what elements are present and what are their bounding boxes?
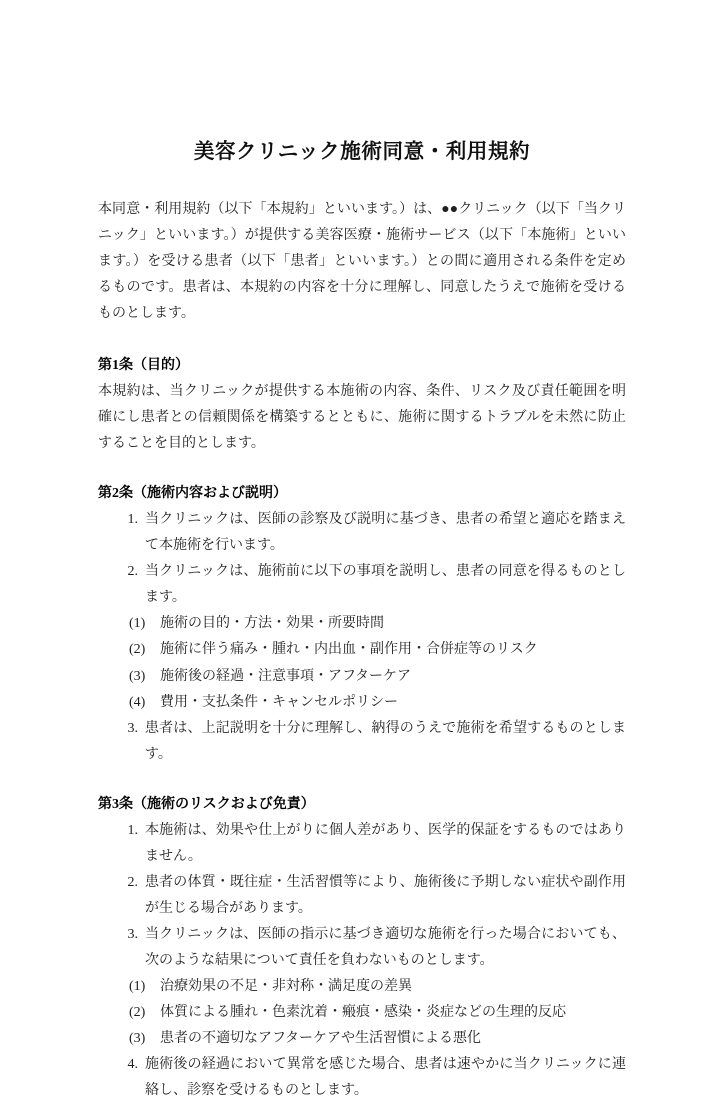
numbered-list [98,507,626,767]
sub-list [129,611,626,715]
sub-list-item-text: 施術後の経過・注意事項・アフターケア [160,668,412,684]
list-item-marker: 1. [127,512,138,528]
list-item [98,716,626,768]
numbered-list [98,818,626,1104]
article-heading: 第3条（施術のリスクおよび免責） [98,796,315,812]
sub-list-item-marker: (1) [129,616,146,632]
article-heading: 第1条（目的） [98,357,189,373]
sub-list-item [129,974,626,1000]
list-item-marker: 4. [127,1057,138,1073]
list-item-text: 当クリニックは、医師の診察及び説明に基づき、患者の希望と適応を踏まえて本施術を行います。 [145,512,626,554]
list-item-marker: 3. [127,720,138,736]
article-body: 本規約は、当クリニックが提供する本施術の内容、条件、リスク及び責任範囲を明確にし患者との信頼関係を構築するとともに、施術に関するトラブルを未然に防止することを目的とします。 [98,384,626,452]
list-item-marker: 2. [127,564,138,580]
sub-list-item [129,611,626,637]
sub-list [129,974,626,1052]
list-item [98,507,626,559]
article-heading: 第2条（施術内容および説明） [98,486,287,502]
sub-list-item-text: 施術の目的・方法・効果・所要時間 [160,616,384,632]
sub-list-item-marker: (1) [129,979,146,994]
sub-list-item-marker: (3) [129,668,146,684]
sub-list-item-marker: (2) [129,1005,146,1021]
list-item [98,559,626,715]
list-item-text: 患者の体質・既往症・生活習慣等により、施術後に予期しない症状や副作用が生じる場合があります。 [145,874,626,916]
article-section [98,481,626,768]
sub-list-item-text: 治療効果の不足・非対称・満足度の差異 [160,979,412,994]
list-item-text: 本施術は、効果や仕上がりに個人差があり、医学的保証をするものではありません。 [145,822,626,864]
list-item-text: 当クリニックは、施術前に以下の事項を説明し、患者の同意を得るものとします。 [145,564,626,606]
sub-list-item-marker: (4) [129,694,146,710]
list-item-marker: 3. [127,926,138,942]
list-item-text: 当クリニックは、医師の指示に基づき適切な施術を行った場合においても、次のような結果について責任を負わないものとします。 [145,926,626,968]
sub-list-item-text: 施術に伴う痛み・腫れ・内出血・副作用・合併症等のリスク [160,642,538,658]
sub-list-item-marker: (3) [129,1031,146,1047]
list-item [98,870,626,922]
list-item-marker: 1. [127,822,138,838]
article-section [98,353,626,457]
sub-list-item [129,664,626,690]
list-item [98,922,626,1052]
sub-list-item-marker: (2) [129,642,146,658]
sub-list-item [129,1026,626,1052]
intro-paragraph: 本同意・利用規約（以下「本規約」といいます。）は、●●クリニック（以下「当クリニック」といいます。）が提供する美容医療・施術サービス（以下「本施術」といいます。）を受ける患者（以下「患者」といいます。）との間に適用される条件を定めるものです。患者は、本規約の内容を十分に理解し、同意したうえで施術を受けるものとします。 [98,201,626,321]
list-item [98,818,626,870]
articles-container [98,353,626,1104]
sub-list-item [129,1000,626,1026]
list-item-marker: 2. [127,874,138,890]
sub-list-item [129,637,626,663]
sub-list-item-text: 費用・支払条件・キャンセルポリシー [160,694,398,710]
sub-list-item-text: 体質による腫れ・色素沈着・瘢痕・感染・炎症などの生理的反応 [160,1005,566,1021]
article-section [98,792,626,1104]
list-item-text: 施術後の経過において異常を感じた場合、患者は速やかに当クリニックに連絡し、診察を受けるものとします。 [145,1057,626,1099]
sub-list-item-text: 患者の不適切なアフターケアや生活習慣による悪化 [160,1031,482,1047]
list-item-text: 患者は、上記説明を十分に理解し、納得のうえで施術を希望するものとします。 [145,720,626,762]
sub-list-item [129,690,626,716]
page-title: 美容クリニック施術同意・利用規約 [193,141,531,163]
list-item [98,1052,626,1104]
